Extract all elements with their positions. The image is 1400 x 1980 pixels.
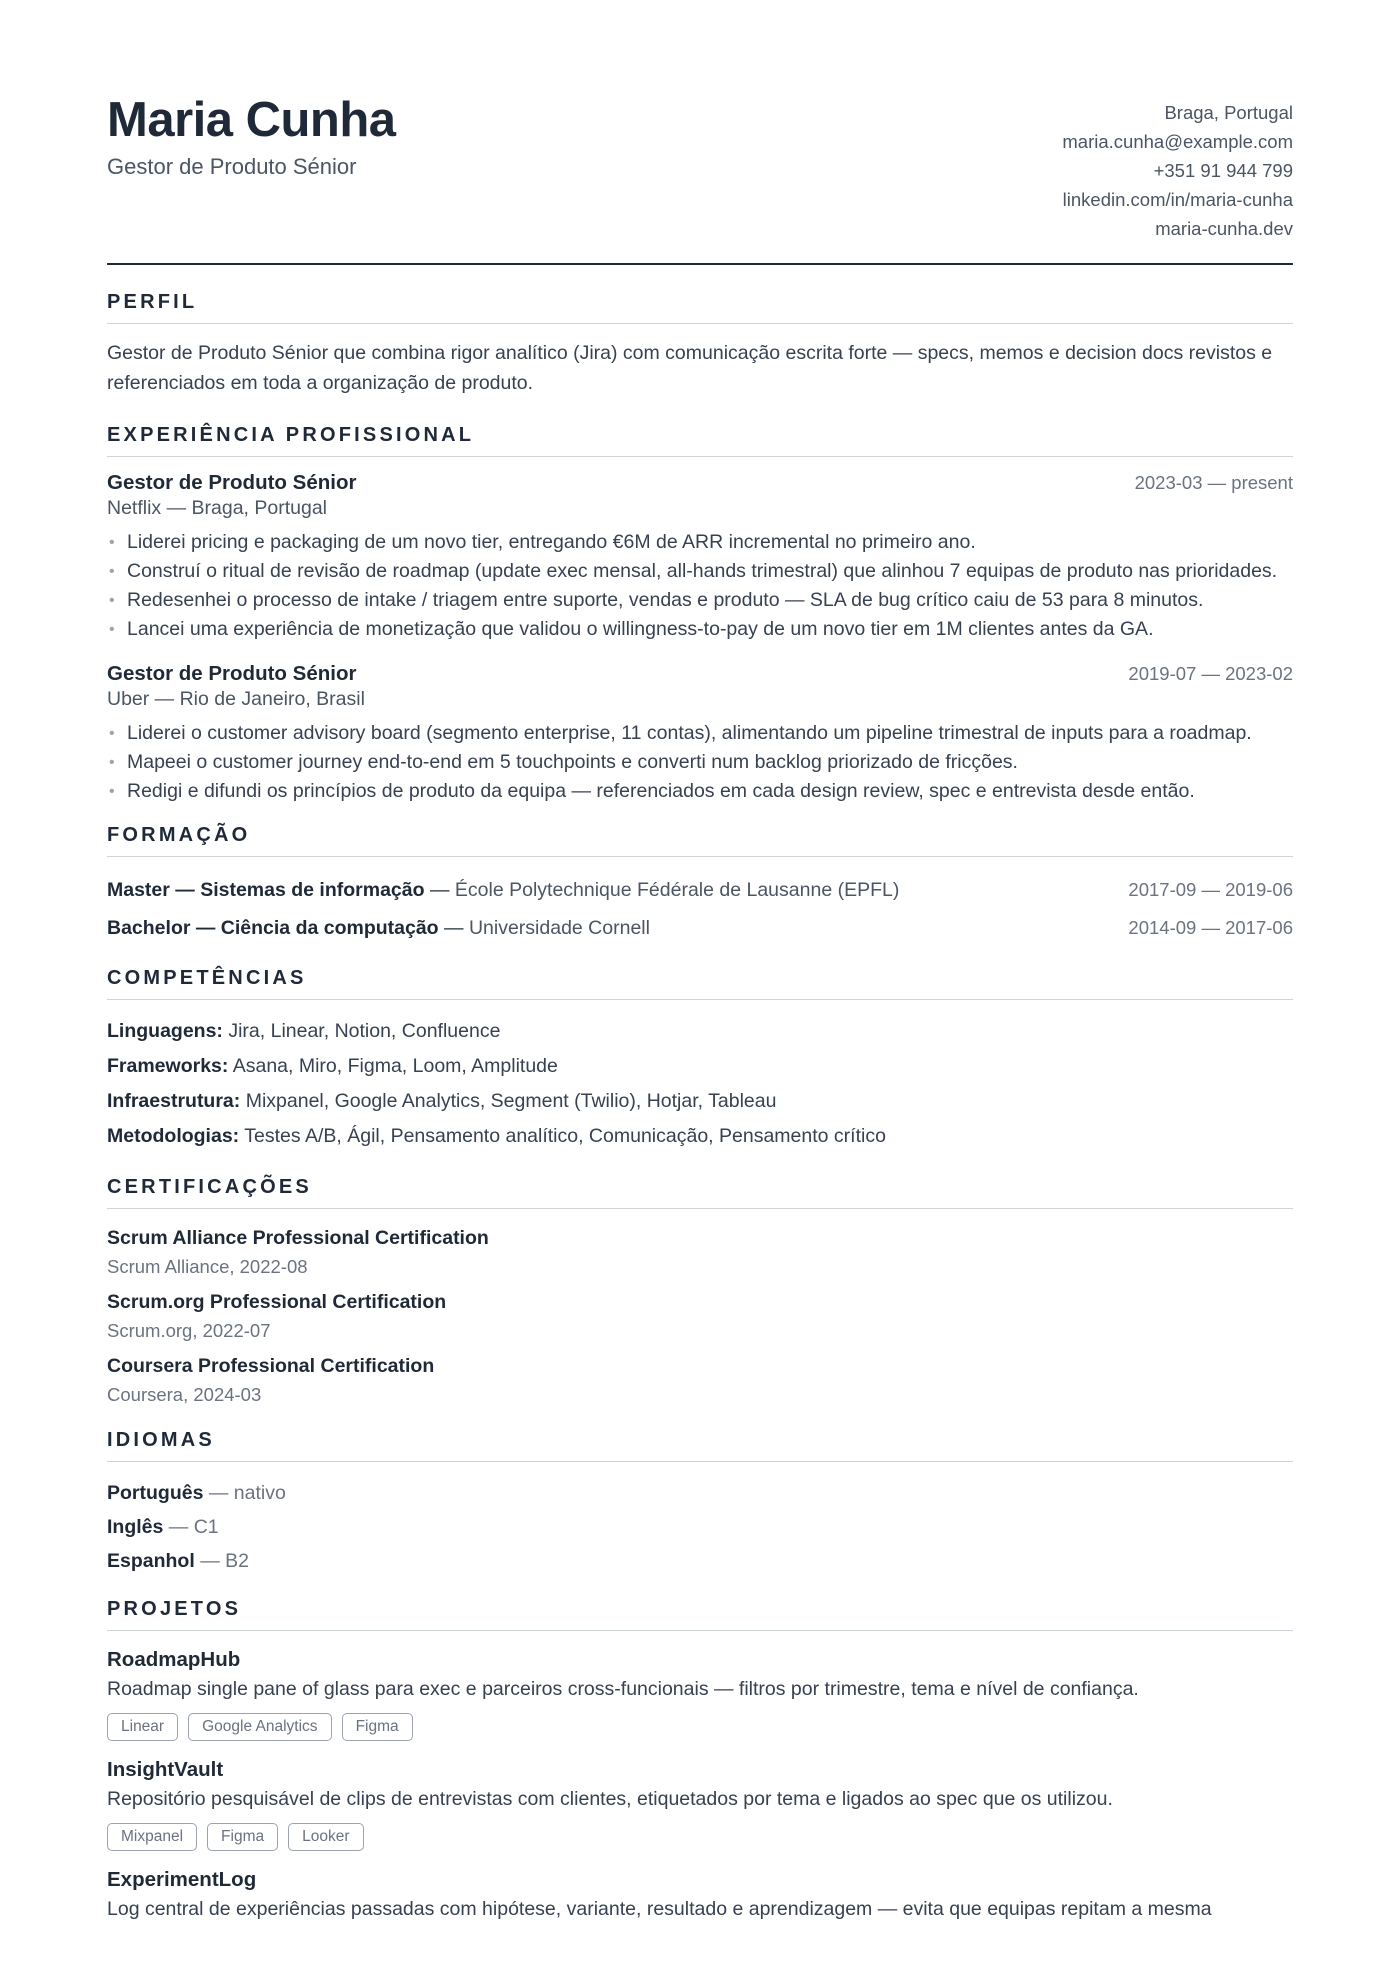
certification-entry — [107, 1287, 1293, 1345]
education-entry — [107, 909, 1293, 947]
certification-entry — [107, 1223, 1293, 1281]
bullet-text: Redigi e difundi os princípios de produto da equipa — referenciados em cada design review, spec e entrevista desde então. — [127, 780, 1195, 802]
education-degree: Bachelor — Ciência da computação — [107, 917, 439, 939]
projects-section — [107, 1598, 1293, 1923]
resume-header — [107, 88, 1293, 265]
job-bullets — [107, 528, 1293, 644]
project-tags — [107, 1823, 1293, 1851]
education-degree: Master — Sistemas de informação — [107, 879, 425, 901]
identity-block — [107, 88, 396, 180]
education-dates: 2017-09 — 2019-06 — [1128, 879, 1293, 900]
contact-website[interactable]: maria-cunha.dev — [1155, 218, 1293, 239]
section-title-experience: EXPERIÊNCIA PROFISSIONAL — [107, 424, 1293, 457]
job-entry — [107, 471, 1293, 644]
education-line: Master — Sistemas de informação — École Polytechnique Fédérale de Lausanne (EPFL) — [107, 879, 900, 901]
education-line: Bachelor — Ciência da computação — Universidade Cornell — [107, 917, 650, 939]
certifications-section — [107, 1176, 1293, 1409]
job-bullet — [107, 615, 1293, 644]
project-tag: Mixpanel — [107, 1823, 197, 1851]
project-name: ExperimentLog — [107, 1868, 257, 1891]
section-title-projects: PROJETOS — [107, 1598, 1293, 1631]
skills-section — [107, 967, 1293, 1154]
job-org: Uber — Rio de Janeiro, Brasil — [107, 688, 365, 710]
project-tag: Looker — [288, 1823, 363, 1851]
contact-block — [1062, 88, 1293, 243]
section-title-skills: COMPETÊNCIAS — [107, 967, 1293, 1000]
certification-meta: Coursera, 2024-03 — [107, 1384, 262, 1405]
job-role: Gestor de Produto Sénior — [107, 662, 357, 685]
candidate-name: Maria Cunha — [107, 93, 396, 147]
language-level: — nativo — [208, 1482, 286, 1504]
bullet-icon: • — [109, 754, 115, 771]
job-bullet — [107, 719, 1293, 748]
project-tag: Linear — [107, 1713, 178, 1741]
skill-value: Asana, Miro, Figma, Loom, Amplitude — [232, 1055, 558, 1077]
education-institution: École Polytechnique Fédérale de Lausanne (EPFL) — [454, 879, 900, 901]
job-bullet — [107, 528, 1293, 557]
bullet-icon: • — [109, 592, 115, 609]
language-name: Inglês — [107, 1516, 164, 1538]
language-entry — [107, 1510, 1293, 1544]
bullet-icon: • — [109, 534, 115, 551]
contact-phone[interactable]: +351 91 944 799 — [1153, 160, 1293, 181]
project-description: Roadmap single pane of glass para exec e parceiros cross-funcionais — filtros por trimestre, tema e nível de confiança. — [107, 1678, 1139, 1700]
section-title-profile: PERFIL — [107, 291, 1293, 324]
job-header — [107, 471, 1293, 495]
bullet-text: Redesenhei o processo de intake / triagem entre suporte, vendas e produto — SLA de bug crítico caiu de 53 para 8 minutos. — [127, 589, 1204, 611]
skill-row — [107, 1049, 1293, 1084]
skill-row — [107, 1119, 1293, 1154]
bullet-text: Liderei o customer advisory board (segmento enterprise, 11 contas), alimentando um pipeline trimestral de inputs para a roadmap. — [127, 722, 1252, 744]
project-entry — [107, 1755, 1293, 1851]
job-bullet — [107, 557, 1293, 586]
project-tags — [107, 1713, 1293, 1741]
skill-label: Frameworks: — [107, 1055, 229, 1077]
job-bullet — [107, 748, 1293, 777]
project-name: InsightVault — [107, 1758, 224, 1781]
language-entry — [107, 1544, 1293, 1578]
bullet-icon: • — [109, 783, 115, 800]
job-org: Netflix — Braga, Portugal — [107, 497, 328, 519]
skill-label: Linguagens: — [107, 1020, 223, 1042]
certification-meta: Scrum Alliance, 2022-08 — [107, 1256, 308, 1277]
job-dates: 2019-07 — 2023-02 — [1128, 663, 1293, 684]
certification-meta: Scrum.org, 2022-07 — [107, 1320, 271, 1341]
experience-section — [107, 424, 1293, 806]
bullet-text: Lancei uma experiência de monetização que validou o willingness-to-pay de um novo tier em 1M clientes antes da GA. — [127, 618, 1154, 640]
project-entry — [107, 1865, 1293, 1923]
skill-value: Jira, Linear, Notion, Confluence — [228, 1020, 501, 1042]
skill-row — [107, 1014, 1293, 1049]
language-name: Espanhol — [107, 1550, 195, 1572]
project-tag: Figma — [207, 1823, 278, 1851]
job-bullet — [107, 777, 1293, 806]
bullet-icon: • — [109, 725, 115, 742]
contact-linkedin[interactable]: linkedin.com/in/maria-cunha — [1062, 189, 1293, 210]
job-bullets — [107, 719, 1293, 806]
project-tag: Google Analytics — [188, 1713, 331, 1741]
skill-label: Infraestrutura: — [107, 1090, 241, 1112]
bullet-icon: • — [109, 621, 115, 638]
certification-name: Coursera Professional Certification — [107, 1355, 435, 1377]
contact-email[interactable]: maria.cunha@example.com — [1062, 131, 1293, 152]
language-entry — [107, 1476, 1293, 1510]
bullet-icon: • — [109, 563, 115, 580]
contact-location: Braga, Portugal — [1164, 102, 1293, 123]
project-name: RoadmapHub — [107, 1648, 241, 1671]
certification-entry — [107, 1351, 1293, 1409]
education-entry — [107, 871, 1293, 909]
section-title-certifications: CERTIFICAÇÕES — [107, 1176, 1293, 1209]
bullet-text: Construí o ritual de revisão de roadmap (update exec mensal, all-hands trimestral) que alinhou 7 equipas de produto nas prioridades. — [127, 560, 1278, 582]
bullet-text: Mapeei o customer journey end-to-end em 5 touchpoints e converti num backlog priorizado de fricções. — [127, 751, 1018, 773]
project-entry — [107, 1645, 1293, 1741]
education-section — [107, 824, 1293, 947]
language-level: — B2 — [200, 1550, 249, 1572]
job-entry — [107, 662, 1293, 806]
profile-section — [107, 291, 1293, 398]
project-description: Log central de experiências passadas com hipótese, variante, resultado e aprendizagem — evita que equipas repitam a mesma — [107, 1898, 1212, 1920]
skill-row — [107, 1084, 1293, 1119]
skill-value: Testes A/B, Ágil, Pensamento analítico, Comunicação, Pensamento crítico — [244, 1125, 886, 1147]
skill-label: Metodologias: — [107, 1125, 240, 1147]
certification-name: Scrum Alliance Professional Certification — [107, 1227, 489, 1249]
section-title-education: FORMAÇÃO — [107, 824, 1293, 857]
job-role: Gestor de Produto Sénior — [107, 471, 357, 494]
language-name: Português — [107, 1482, 204, 1504]
section-title-languages: IDIOMAS — [107, 1429, 1293, 1462]
job-dates: 2023-03 — present — [1134, 472, 1293, 493]
certification-name: Scrum.org Professional Certification — [107, 1291, 447, 1313]
bullet-text: Liderei pricing e packaging de um novo tier, entregando €6M de ARR incremental no primeiro ano. — [127, 531, 976, 553]
education-dates: 2014-09 — 2017-06 — [1128, 917, 1293, 938]
job-bullet — [107, 586, 1293, 615]
skill-value: Mixpanel, Google Analytics, Segment (Twilio), Hotjar, Tableau — [245, 1090, 777, 1112]
languages-section — [107, 1429, 1293, 1578]
project-description: Repositório pesquisável de clips de entrevistas com clientes, etiquetados por tema e ligados ao spec que os utilizou. — [107, 1788, 1113, 1810]
profile-summary: Gestor de Produto Sénior que combina rigor analítico (Jira) com comunicação escrita forte — specs, memos e decision docs revistos e referenciados em toda a organização de produto. — [107, 342, 1273, 394]
education-institution: Universidade Cornell — [468, 917, 650, 939]
job-header — [107, 662, 1293, 686]
language-level: — C1 — [168, 1516, 219, 1538]
candidate-title: Gestor de Produto Sénior — [107, 154, 357, 179]
project-tag: Figma — [342, 1713, 413, 1741]
